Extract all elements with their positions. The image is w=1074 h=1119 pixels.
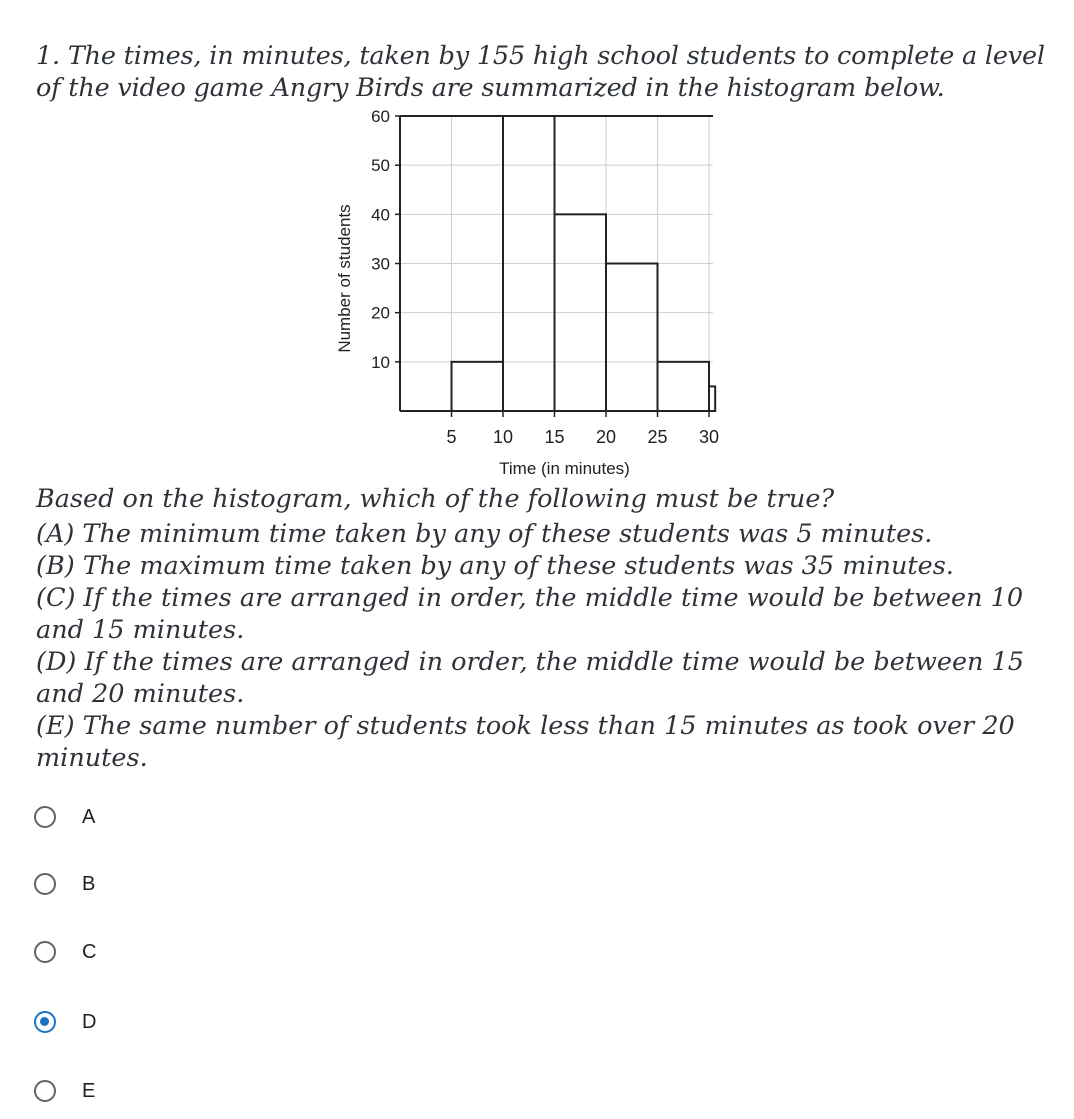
choice-label: B xyxy=(82,872,96,895)
option-b: (B) The maximum time taken by any of these students was 35 minutes. xyxy=(36,551,954,581)
y-tick-label: 50 xyxy=(371,156,390,176)
option-d: (D) If the times are arranged in order, the middle time would be between 15 and 20 minutes. xyxy=(36,647,1025,709)
choice-label: A xyxy=(82,805,96,828)
choice-a[interactable] xyxy=(30,795,230,839)
radio-button-selected[interactable] xyxy=(34,1011,56,1033)
y-tick-label: 40 xyxy=(371,205,390,225)
choice-label: E xyxy=(82,1079,96,1102)
y-tick-label: 30 xyxy=(371,254,390,274)
radio-button[interactable] xyxy=(34,806,56,828)
x-tick-label: 30 xyxy=(698,427,720,447)
choice-b[interactable] xyxy=(30,862,230,906)
y-tick-label: 20 xyxy=(371,303,390,323)
question-prompt: Based on the histogram, which of the following must be true? xyxy=(36,484,835,514)
x-tick-label: 15 xyxy=(544,427,565,447)
histogram-bar xyxy=(709,386,715,411)
choice-label: D xyxy=(82,1010,97,1033)
histogram-bar xyxy=(658,362,710,411)
x-tick-label: 25 xyxy=(647,427,668,447)
y-tick-label: 10 xyxy=(371,352,390,372)
x-axis-label: Time (in minutes) xyxy=(499,459,630,478)
option-a: (A) The minimum time taken by any of these students was 5 minutes. xyxy=(36,519,933,549)
histogram-bar xyxy=(606,264,658,412)
choice-c[interactable] xyxy=(30,930,230,974)
x-tick-label: 5 xyxy=(446,427,457,447)
x-tick-label: 10 xyxy=(492,427,514,447)
radio-button[interactable] xyxy=(34,941,56,963)
option-list xyxy=(36,518,1046,774)
choice-e[interactable] xyxy=(30,1069,230,1113)
option-c: (C) If the times are arranged in order, the middle time would be between 10 and 15 minutes. xyxy=(36,583,1024,645)
histogram-chart xyxy=(318,104,738,484)
radio-button[interactable] xyxy=(34,873,56,895)
choice-d[interactable] xyxy=(30,1000,230,1044)
radio-button[interactable] xyxy=(34,1080,56,1102)
histogram-bar xyxy=(452,362,504,411)
y-axis-label: Number of students xyxy=(335,204,354,353)
choice-label: C xyxy=(82,940,97,963)
x-tick-label: 20 xyxy=(595,427,617,447)
option-e: (E) The same number of students took less than 15 minutes as took over 20 minutes. xyxy=(36,711,1015,773)
y-tick-label: 60 xyxy=(371,107,390,126)
question-text: 1. The times, in minutes, taken by 155 high school students to complete a level of the video game Angry Birds are summarized in the histogram below. xyxy=(36,41,1045,103)
